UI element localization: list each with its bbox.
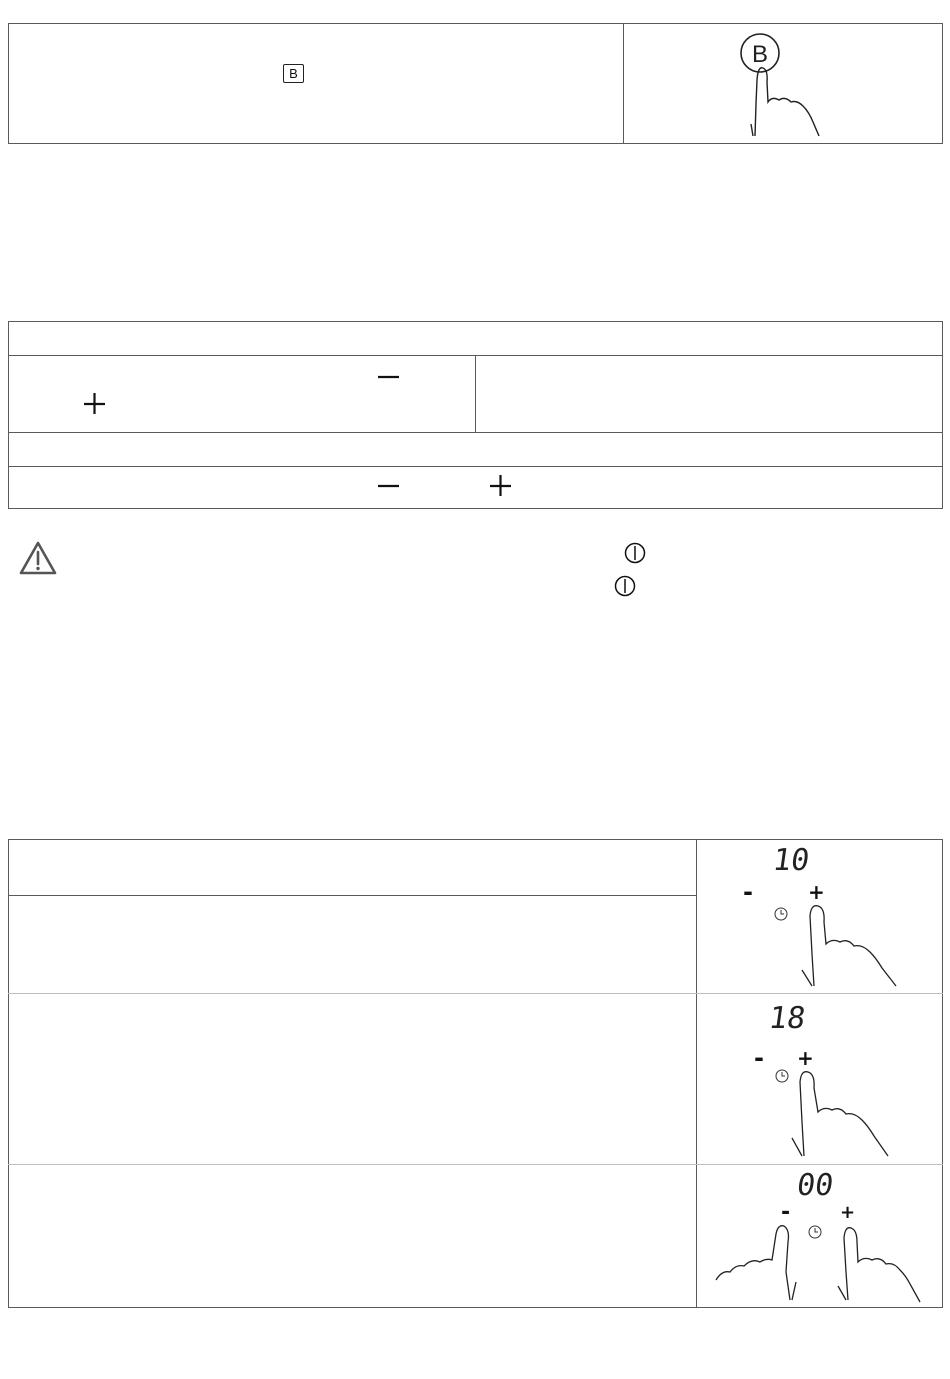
timer-minus-key: - xyxy=(754,1044,764,1072)
plus-key-symbol-row2 xyxy=(490,475,512,497)
plus-minus-table-row-line-2 xyxy=(8,432,943,433)
finger-pressing-plus-illustration xyxy=(798,900,898,988)
minus-key-symbol-row2 xyxy=(378,478,400,494)
finger-pressing-b-key-illustration xyxy=(735,32,835,140)
finger-pressing-plus-illustration xyxy=(788,1066,888,1158)
timer-table-row-line-3 xyxy=(8,1164,943,1165)
timer-minus-key: - xyxy=(781,1200,791,1225)
minus-key-symbol xyxy=(378,369,400,385)
plus-minus-table-row-line-3 xyxy=(8,466,943,467)
timer-display-18: 18 xyxy=(766,1001,808,1036)
timer-display-00: 00 xyxy=(794,1168,836,1203)
timer-icon xyxy=(773,906,789,922)
timer-minus-key: - xyxy=(743,878,753,906)
timer-plus-key: + xyxy=(840,1202,856,1223)
timer-icon xyxy=(807,1224,823,1240)
timer-plus-key: + xyxy=(797,1046,814,1070)
plus-minus-table-column-line xyxy=(475,355,476,432)
illustration-key-label: B xyxy=(751,41,769,68)
timer-plus-key: + xyxy=(808,880,825,904)
key-b-table-divider xyxy=(623,23,624,144)
timer-table-column-line xyxy=(696,839,697,1308)
left-finger-pressing-minus-illustration xyxy=(716,1222,800,1302)
plus-key-symbol xyxy=(84,393,106,415)
power-icon xyxy=(624,542,646,564)
right-finger-pressing-plus-illustration xyxy=(834,1222,922,1302)
timer-table-row-line-1 xyxy=(8,895,696,896)
key-b-symbol: B xyxy=(283,64,304,83)
warning-triangle-icon xyxy=(18,540,58,576)
timer-display-10: 10 xyxy=(770,843,812,878)
power-icon-2 xyxy=(614,575,636,597)
timer-table-row-line-2 xyxy=(8,993,943,994)
